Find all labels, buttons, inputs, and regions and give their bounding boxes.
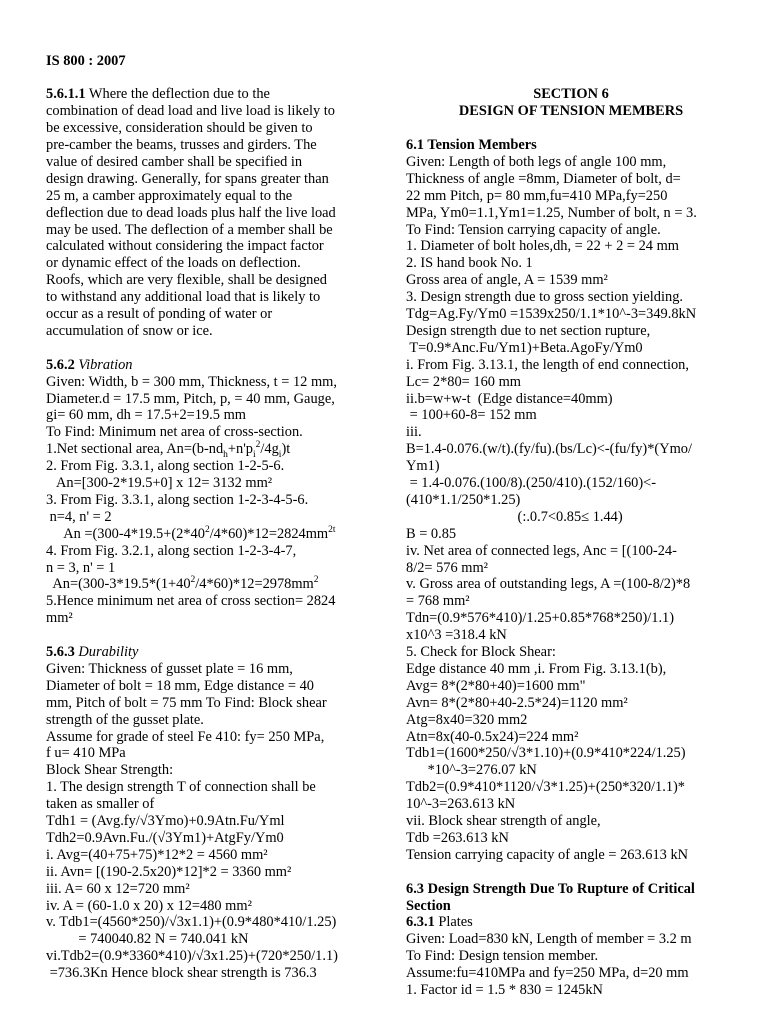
- left-text-line: [46, 357, 133, 374]
- left-text-line: [46, 509, 112, 526]
- italic-heading-text: Vibration: [78, 356, 133, 373]
- right-text-line: [406, 914, 473, 931]
- body-text: B=1.4-0.076.(w/t).(fy/fu).(bs/Lc)<-(fu/fy)*(Ymo/: [406, 441, 692, 458]
- body-text: Tdb =263.613 kN: [406, 829, 509, 846]
- body-text: Lc= 2*80= 160 mm: [406, 373, 521, 390]
- left-text-line: [46, 931, 249, 948]
- left-text-line: [46, 188, 292, 205]
- heading-text: Section: [406, 897, 451, 914]
- body-text: = 1.4-0.076.(100/8).(250/410).(152/160)<-: [406, 475, 657, 491]
- body-text: to withstand any additional load that is likely to: [46, 289, 321, 306]
- body-text: gi= 60 mm, dh = 17.5+2=19.5 mm: [46, 407, 246, 424]
- left-text-line: [46, 526, 336, 543]
- left-text-line: [46, 440, 291, 461]
- body-text: i. From Fig. 3.13.1, the length of end connection,: [406, 356, 689, 373]
- left-text-line: [46, 222, 333, 239]
- left-text-line: [46, 762, 173, 779]
- left-text-line: [46, 272, 327, 289]
- right-text-line: [406, 340, 643, 357]
- body-text: i. Avg=(40+75+75)*12*2 = 4560 mm²: [46, 846, 268, 863]
- body-text: Block Shear Strength:: [46, 762, 174, 779]
- right-text-line: [406, 289, 683, 306]
- heading-text: 5.6.2: [46, 356, 75, 373]
- body-text: MPa, Ym0=1.1,Ym1=1.25, Number of bolt, n = 3.: [406, 204, 697, 221]
- left-text-line: [46, 458, 284, 475]
- body-text: v. Tdb1=(4560*250)/√3x1.1)+(0.9*480*410/1.25): [46, 914, 337, 931]
- left-text-line: [46, 391, 335, 408]
- body-text: Tension carrying capacity of angle = 263.613 kN: [406, 846, 689, 863]
- right-text-line: [406, 222, 661, 239]
- body-text: Given: Thickness of gusset plate = 16 mm,: [46, 660, 293, 677]
- body-text: n = 3, n' = 1: [46, 559, 116, 576]
- left-text-line: [46, 881, 190, 898]
- body-text: iv. A = (60-1.0 x 20) x 12=480 mm²: [46, 897, 252, 914]
- body-text: 2: [204, 524, 210, 535]
- body-text: pre-camber the beams, trusses and girders. The: [46, 137, 317, 153]
- left-text-line: [46, 492, 308, 509]
- right-text-line: [406, 306, 696, 323]
- right-text-line: [406, 357, 689, 374]
- body-text: Diameter.d = 17.5 mm, Pitch, p, = 40 mm, Gauge,: [46, 390, 335, 407]
- left-text-line: [46, 779, 316, 796]
- left-text-line: [46, 374, 337, 391]
- body-text: Tdh2=0.9Avn.Fu./(√3Ym1)+AtgFy/Ym0: [46, 829, 284, 846]
- heading-text: 5.6.3: [46, 644, 75, 660]
- right-text-line: [406, 407, 537, 424]
- body-text: Gross area of angle, A = 1539 mm²: [406, 272, 608, 289]
- body-text: 5. Check for Block Shear:: [406, 644, 556, 660]
- right-text-line: [406, 576, 690, 593]
- left-text-line: [46, 661, 293, 678]
- body-text: /4g: [260, 441, 279, 458]
- body-text: be excessive, consideration should be given to: [46, 120, 313, 137]
- left-text-line: [46, 796, 154, 813]
- left-text-line: [46, 813, 285, 830]
- left-text-line: [46, 745, 126, 762]
- heading-text: 6.3 Design Strength Due To Rupture of Critical: [406, 880, 695, 897]
- body-text: accumulation of snow or ice.: [46, 322, 213, 339]
- right-text-line: [406, 779, 685, 796]
- right-text-line: [406, 171, 681, 188]
- body-text: Tdb1=(1600*250/√3*1.10)+(0.9*410*224/1.25): [406, 745, 686, 762]
- left-text-line: [46, 103, 335, 120]
- italic-heading-text: Durability: [78, 644, 139, 660]
- right-text-line: [406, 898, 451, 915]
- body-text: strength of the gusset plate.: [46, 711, 204, 728]
- left-text-line: [46, 695, 327, 712]
- body-text: /4*60)*12=2978mm: [195, 576, 314, 593]
- body-text: /4*60)*12=2824mm: [209, 525, 329, 542]
- left-text-line: [46, 644, 138, 661]
- right-text-line: [406, 712, 527, 729]
- right-text-line: [406, 154, 666, 171]
- left-text-line: [46, 53, 126, 70]
- body-text: vi.Tdb2=(0.9*3360*410)/√3x1.25)+(720*250/1.1): [46, 948, 338, 965]
- body-text: iii.: [406, 424, 422, 441]
- right-text-line: [406, 103, 736, 120]
- right-text-line: [406, 475, 656, 492]
- left-text-line: [46, 289, 320, 306]
- left-text-line: [46, 255, 301, 272]
- right-text-line: [406, 391, 613, 408]
- left-text-line: [46, 86, 270, 103]
- right-text-line: [406, 948, 598, 965]
- right-text-line: [406, 593, 470, 610]
- right-text-line: [406, 272, 608, 289]
- left-text-line: [46, 407, 246, 424]
- left-text-line: [46, 120, 313, 137]
- body-text: 1. Diameter of bolt holes,dh, = 22 + 2 = 24 mm: [406, 238, 679, 255]
- body-text: Atg=8x40=320 mm2: [406, 711, 528, 728]
- right-text-line: [406, 982, 603, 999]
- left-text-line: [46, 847, 268, 864]
- body-text: 2. From Fig. 3.3.1, along section 1-2-5-6.: [46, 458, 285, 475]
- body-text: 1. The design strength T of connection shall be: [46, 779, 316, 796]
- body-text: Tdh1 = (Avg.fy/√3Ymo)+0.9Atn.Fu/Yml: [46, 813, 285, 829]
- body-text: Given: Width, b = 300 mm, Thickness, t = 12 mm,: [46, 373, 337, 390]
- body-text: 2: [255, 440, 261, 451]
- body-text: 10^-3=263.613 kN: [406, 796, 516, 813]
- body-text: i: [253, 450, 256, 461]
- body-text: combination of dead load and live load is likely to: [46, 103, 335, 120]
- body-text: iv. Net area of connected legs, Anc = [(100-24-: [406, 542, 677, 559]
- right-text-line: [406, 509, 623, 526]
- right-text-line: [406, 678, 585, 695]
- body-text: (410*1.1/250*1.25): [406, 491, 521, 508]
- right-text-line: [406, 424, 422, 441]
- body-text: =736.3Kn Hence block shear strength is 736.3: [46, 965, 317, 982]
- body-text: design drawing. Generally, for spans greater than: [46, 170, 329, 187]
- body-text: = 100+60-8= 152 mm: [406, 407, 537, 424]
- left-text-line: [46, 914, 336, 931]
- right-text-line: [406, 374, 521, 391]
- body-text: Avn= 8*(2*80+40-2.5*24)=1120 mm²: [406, 694, 628, 711]
- right-text-line: [406, 965, 689, 982]
- left-text-line: [46, 712, 204, 729]
- body-text: Plates: [434, 914, 473, 931]
- right-text-line: [406, 458, 440, 475]
- heading-text: 5.6.1.1: [46, 86, 86, 103]
- body-text: To Find: Design tension member.: [406, 948, 599, 965]
- body-text: 5.Hence minimum net area of cross section= 2824: [46, 593, 336, 610]
- body-text: Tdn=(0.9*576*410)/1.25+0.85*768*250)/1.1): [406, 610, 675, 627]
- right-text-line: [406, 847, 688, 864]
- body-text: 1. Factor id = 1.5 * 830 = 1245kN: [406, 982, 603, 998]
- body-text: vii. Block shear strength of angle,: [406, 813, 601, 829]
- body-text: 2. IS hand book No. 1: [406, 255, 533, 272]
- body-text: Atn=8x(40-0.5x24)=224 mm²: [406, 728, 579, 745]
- body-text: 8/2= 576 mm²: [406, 559, 488, 576]
- body-text: taken as smaller of: [46, 796, 155, 813]
- right-text-line: [406, 492, 520, 509]
- body-text: 22 mm Pitch, p= 80 mm,fu=410 MPa,fy=250: [406, 187, 668, 204]
- body-text: i: [278, 450, 282, 461]
- right-text-line: [406, 931, 692, 948]
- left-text-line: [46, 171, 329, 188]
- body-text: )t: [281, 441, 291, 458]
- body-text: 2: [313, 575, 319, 586]
- right-text-line: [406, 830, 509, 847]
- body-text: Ym1): [406, 458, 440, 475]
- body-text: occur as a result of ponding of water or: [46, 306, 273, 322]
- right-text-line: [406, 695, 628, 712]
- heading-text: IS 800 : 2007: [46, 52, 126, 69]
- body-text: x10^3 =318.4 kN: [406, 627, 507, 644]
- body-text: 2: [190, 575, 196, 586]
- body-text: *10^-3=276.07 kN: [406, 762, 537, 779]
- left-text-line: [46, 965, 317, 982]
- heading-text: DESIGN OF TENSION MEMBERS: [458, 103, 684, 120]
- left-text-line: [46, 610, 73, 627]
- left-text-line: [46, 898, 252, 915]
- left-text-line: [46, 424, 303, 441]
- heading-text: 6.1 Tension Members: [406, 137, 537, 153]
- body-text: may be used. The deflection of a member shall be: [46, 221, 333, 238]
- right-text-line: [406, 238, 679, 255]
- body-text: ii.b=w+w-t (Edge distance=40mm): [406, 390, 613, 407]
- body-text: Given: Load=830 kN, Length of member = 3.2 m: [406, 931, 692, 948]
- body-text: h: [223, 450, 228, 461]
- right-text-line: [406, 610, 674, 627]
- right-text-line: [406, 813, 601, 830]
- left-text-line: [46, 205, 336, 222]
- body-text: Given: Length of both legs of angle 100 mm,: [406, 153, 667, 170]
- right-text-line: [406, 441, 692, 458]
- right-text-line: [406, 188, 667, 205]
- body-text: Edge distance 40 mm ,i. From Fig. 3.13.1(b),: [406, 660, 667, 677]
- heading-text: SECTION 6: [533, 86, 609, 103]
- body-text: Assume:fu=410MPa and fy=250 MPa, d=20 mm: [406, 965, 689, 982]
- right-text-line: [406, 255, 533, 272]
- body-text: Design strength due to net section rupture,: [406, 322, 651, 339]
- left-text-line: [46, 137, 317, 154]
- body-text: 1.Net sectional area, An=(b-nd: [46, 441, 224, 458]
- left-text-line: [46, 238, 324, 255]
- left-text-line: [46, 948, 338, 965]
- body-text: To Find: Minimum net area of cross-section.: [46, 424, 303, 441]
- body-text: B = 0.85: [406, 525, 457, 542]
- body-text: Assume for grade of steel Fe 410: fy= 250 MPa,: [46, 728, 325, 745]
- body-text: (:.0.7<0.85≤ 1.44): [406, 508, 623, 525]
- body-text: deflection due to dead loads plus half the live load: [46, 204, 336, 221]
- right-text-line: [406, 543, 677, 560]
- body-text: 2t: [328, 524, 336, 535]
- right-text-line: [406, 762, 537, 779]
- body-text: = 740040.82 N = 740.041 kN: [46, 931, 249, 948]
- right-text-line: [406, 323, 650, 340]
- body-text: iii. A= 60 x 12=720 mm²: [46, 880, 190, 897]
- body-text: +n'p: [227, 441, 254, 458]
- right-text-line: [406, 137, 537, 154]
- right-text-line: [406, 526, 456, 543]
- body-text: f u= 410 MPa: [46, 745, 126, 762]
- left-text-line: [46, 864, 291, 881]
- right-text-line: [406, 560, 488, 577]
- body-text: = 768 mm²: [406, 593, 470, 610]
- body-text: mm²: [46, 610, 73, 627]
- body-text: Tdg=Ag.Fy/Ym0 =1539x250/1.1*10^-3=349.8kN: [406, 306, 697, 322]
- right-text-line: [406, 745, 686, 762]
- body-text: An=(300-3*19.5*(1+40: [46, 576, 191, 593]
- right-text-line: [406, 627, 507, 644]
- left-text-line: [46, 576, 319, 593]
- body-text: Where the deflection due to the: [85, 86, 270, 103]
- right-text-line: [406, 644, 556, 661]
- right-text-line: [406, 796, 515, 813]
- body-text: T=0.9*Anc.Fu/Ym1)+Beta.AgoFy/Ym0: [406, 339, 643, 356]
- body-text: An =(300-4*19.5+(2*40: [46, 525, 205, 542]
- left-text-line: [46, 323, 213, 340]
- body-text: 3. Design strength due to gross section yielding.: [406, 289, 683, 306]
- body-text: Tdb2=(0.9*410*1120/√3*1.25)+(250*320/1.1)*: [406, 779, 686, 796]
- left-text-line: [46, 729, 324, 746]
- right-text-line: [406, 661, 666, 678]
- body-text: An=[300-2*19.5+0] x 12= 3132 mm²: [46, 475, 273, 491]
- left-text-line: [46, 543, 296, 560]
- body-text: 3. From Fig. 3.3.1, along section 1-2-3-4-5-6.: [46, 491, 309, 508]
- right-text-line: [406, 86, 736, 103]
- body-text: mm, Pitch of bolt = 75 mm To Find: Block shear: [46, 694, 327, 711]
- body-text: calculated without considering the impact factor: [46, 238, 324, 255]
- body-text: To Find: Tension carrying capacity of angle.: [406, 221, 661, 238]
- body-text: Avg= 8*(2*80+40)=1600 mm": [406, 677, 586, 694]
- left-text-line: [46, 475, 272, 492]
- body-text: 25 m, a camber approximately equal to the: [46, 187, 293, 204]
- left-text-line: [46, 154, 302, 171]
- body-text: ii. Avn= [(190-2.5x20)*12]*2 = 3360 mm²: [46, 863, 292, 880]
- left-text-line: [46, 306, 272, 323]
- right-text-line: [406, 881, 695, 898]
- left-text-line: [46, 560, 115, 577]
- right-text-line: [406, 205, 697, 222]
- body-text: 4. From Fig. 3.2.1, along section 1-2-3-4-7,: [46, 542, 297, 559]
- body-text: v. Gross area of outstanding legs, A =(100-8/2)*8: [406, 576, 691, 593]
- body-text: Diameter of bolt = 18 mm, Edge distance = 40: [46, 677, 315, 694]
- body-text: Roofs, which are very flexible, shall be designed: [46, 272, 327, 289]
- body-text: or dynamic effect of the loads on deflection.: [46, 255, 301, 272]
- body-text: Thickness of angle =8mm, Diameter of bolt, d=: [406, 170, 681, 187]
- left-text-line: [46, 678, 314, 695]
- right-text-line: [406, 729, 578, 746]
- left-text-line: [46, 830, 284, 847]
- heading-text: 6.3.1: [406, 914, 435, 931]
- left-text-line: [46, 593, 335, 610]
- body-text: value of desired camber shall be specified in: [46, 153, 303, 170]
- body-text: n=4, n' = 2: [46, 508, 112, 525]
